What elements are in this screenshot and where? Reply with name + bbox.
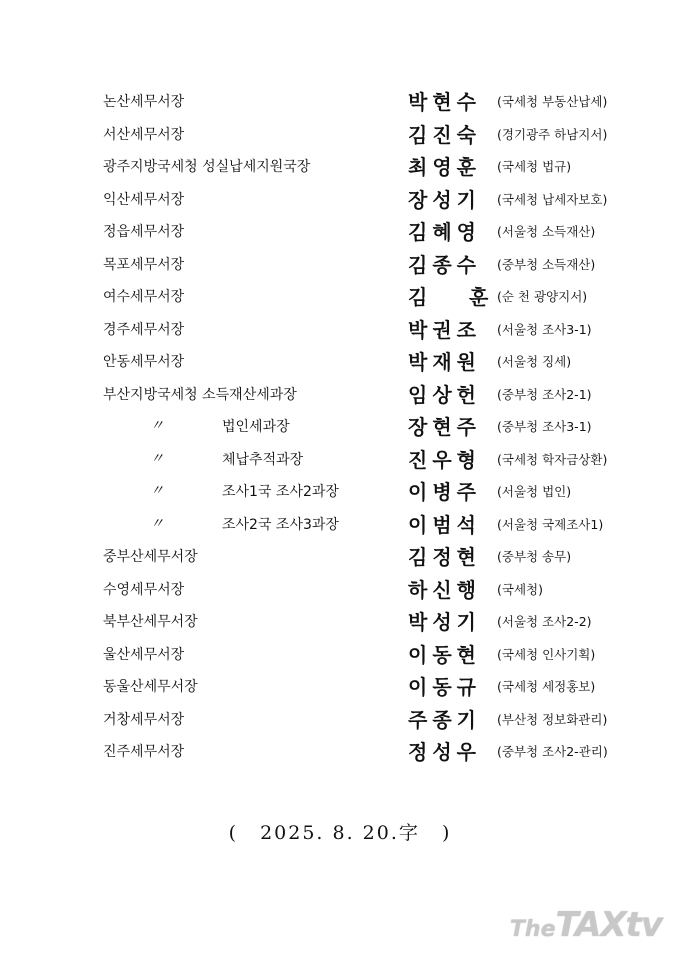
appointee-name: 박재원 — [408, 350, 481, 374]
previous-post: (서울청 법인) — [497, 484, 572, 499]
appointment-row — [0, 733, 680, 766]
appointee-name: 김정현 — [408, 545, 481, 569]
previous-post: (국세청 학자금상환) — [497, 451, 608, 467]
appointment-row — [0, 148, 680, 181]
previous-post: (국세청 납세자보호) — [497, 191, 608, 207]
previous-post: (서울청 징세) — [497, 354, 572, 369]
appointment-row — [0, 408, 680, 441]
appointee-name: 김종수 — [408, 252, 481, 277]
position-title: 안동세무서장 — [103, 354, 185, 370]
previous-post: (서울청 국제조사1) — [497, 516, 604, 532]
appointment-row: 여수세무서장 김 훈 (순 천 광양지서) — [103, 285, 588, 309]
appointee-name: 장성기 — [408, 187, 481, 212]
appointee-name: 최영훈 — [408, 155, 481, 179]
appointee-name: 장현주 — [408, 415, 481, 439]
position-title: 논산세무서장 — [103, 94, 185, 110]
previous-post: (국세청 인사기획) — [497, 646, 596, 662]
position-title: 동울산세무서장 — [103, 679, 198, 695]
position-title: 부산지방국세청 소득재산세과장 — [103, 386, 297, 403]
ditto-mark: 〃 — [150, 450, 164, 467]
position-title: 북부산세무서장 — [103, 614, 198, 630]
appointment-list — [0, 83, 680, 766]
date-close-paren: ) — [441, 822, 452, 844]
position-title: 익산세무서장 — [103, 191, 185, 208]
previous-post: (경기광주 하남지서) — [497, 126, 608, 142]
position-title: 법인세과장 — [222, 419, 290, 435]
appointee-name: 박현수 — [408, 90, 481, 114]
previous-post: (중부청 송무) — [497, 549, 572, 564]
appointee-name: 김진숙 — [408, 122, 481, 147]
appointment-row — [0, 701, 680, 734]
previous-post: (중부청 조사3-1) — [497, 419, 592, 434]
appointment-row — [0, 668, 680, 701]
position-title: 진주세무서장 — [103, 744, 185, 760]
previous-post: (국세청 법규) — [497, 159, 572, 174]
previous-post: (부산청 정보화관리) — [497, 711, 608, 727]
appointee-name: 김혜영 — [408, 220, 481, 244]
position-title: 조사1국 조사2과장 — [222, 484, 339, 500]
ditto-mark: 〃 — [150, 418, 164, 434]
ditto-mark: 〃 — [150, 515, 164, 532]
appointment-row — [0, 213, 680, 246]
position-title: 체납추적과장 — [222, 451, 304, 468]
position-title: 중부산세무서장 — [103, 549, 198, 565]
previous-post: (서울청 소득재산) — [497, 224, 596, 239]
previous-post: (국세청) — [497, 581, 543, 597]
previous-post: (서울청 조사3-1) — [497, 321, 592, 337]
appointment-row — [0, 343, 680, 376]
appointee-name: 진우형 — [408, 447, 481, 472]
previous-post: (순 천 광양지서) — [497, 289, 588, 304]
appointment-row — [0, 636, 680, 669]
previous-post: (서울청 조사2-2) — [497, 614, 592, 629]
appointment-row — [0, 603, 680, 636]
thetaxtv-watermark-logo — [510, 905, 662, 945]
appointee-name: 주종기 — [408, 707, 481, 732]
appointee-name: 박권조 — [408, 317, 481, 342]
appointee-name: 이동규 — [408, 675, 481, 699]
previous-post: (중부청 소득재산) — [497, 256, 596, 272]
date-text: 2025. 8. 20.字 — [260, 822, 420, 844]
position-title: 여수세무서장 — [103, 289, 185, 305]
appointment-row — [0, 311, 680, 344]
position-title: 정읍세무서장 — [103, 224, 185, 240]
previous-post: (국세청 세정홍보) — [497, 679, 596, 694]
position-title: 서산세무서장 — [103, 126, 185, 143]
announcement-date — [0, 818, 680, 845]
watermark-part1: The — [509, 917, 556, 942]
appointment-row — [0, 181, 680, 214]
position-title: 광주지방국세청 성실납세지원국장 — [103, 159, 311, 175]
appointment-row — [0, 116, 680, 149]
ditto-mark: 〃 — [150, 483, 164, 499]
appointment-row — [0, 83, 680, 116]
position-title: 울산세무서장 — [103, 646, 185, 663]
watermark-part2: TAXtv — [555, 905, 662, 945]
appointment-row — [0, 441, 680, 474]
appointee-name: 이병주 — [408, 480, 481, 504]
appointee-name: 박성기 — [408, 610, 481, 634]
position-title: 목포세무서장 — [103, 256, 185, 273]
appointment-row — [0, 538, 680, 571]
appointment-row — [0, 571, 680, 604]
previous-post: (중부청 조사2-1) — [497, 386, 592, 402]
appointee-name: 임상헌 — [408, 382, 481, 407]
appointment-row — [0, 246, 680, 279]
date-open-paren: ( — [228, 822, 239, 844]
position-title: 조사2국 조사3과장 — [222, 516, 339, 533]
previous-post: (국세청 부동산납세) — [497, 94, 608, 109]
position-title: 거창세무서장 — [103, 711, 185, 728]
appointee-name: 하신행 — [408, 577, 481, 602]
position-title: 경주세무서장 — [103, 321, 185, 338]
appointee-name: 이동현 — [408, 642, 481, 667]
appointee-name: 이범석 — [408, 512, 481, 537]
position-title: 수영세무서장 — [103, 581, 185, 598]
appointment-row — [0, 473, 680, 506]
appointment-row — [0, 506, 680, 539]
previous-post: (중부청 조사2-관리) — [497, 744, 608, 759]
appointee-name: 정성우 — [408, 740, 481, 764]
appointment-row — [0, 376, 680, 409]
